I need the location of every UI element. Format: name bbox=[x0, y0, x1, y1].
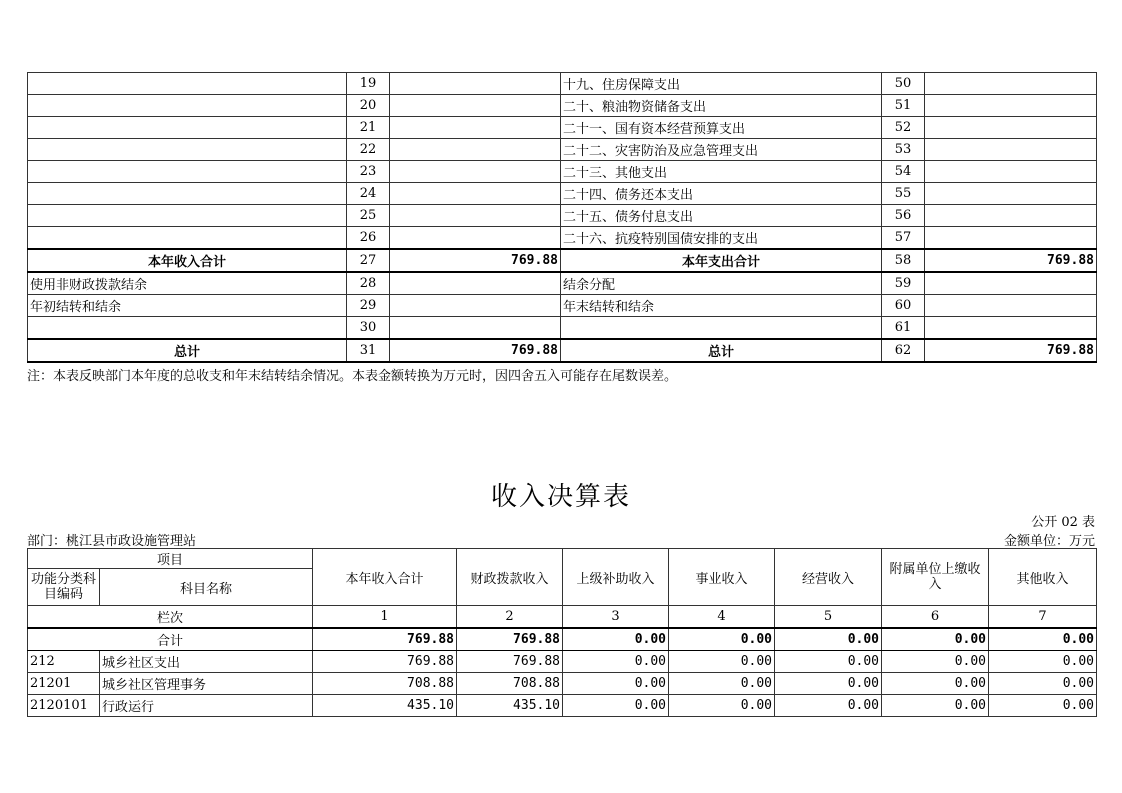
income-item bbox=[28, 183, 347, 205]
expense-line-no: 61 bbox=[882, 317, 925, 340]
expense-line-no: 59 bbox=[882, 272, 925, 295]
expense-line-no: 54 bbox=[882, 161, 925, 183]
income-item bbox=[28, 205, 347, 227]
expense-item: 十九、住房保障支出 bbox=[561, 73, 882, 95]
expense-line-no: 62 bbox=[882, 339, 925, 362]
income-amount bbox=[390, 183, 561, 205]
header-row-label: 栏次 bbox=[28, 606, 313, 629]
income-item bbox=[28, 161, 347, 183]
expense-line-no: 60 bbox=[882, 295, 925, 317]
column-number: 3 bbox=[563, 606, 669, 629]
cell-value: 0.00 bbox=[563, 673, 669, 695]
income-item bbox=[28, 117, 347, 139]
expense-item: 本年支出合计 bbox=[561, 249, 882, 272]
income-table bbox=[27, 548, 1097, 717]
column-number: 6 bbox=[882, 606, 989, 629]
subject-name: 城乡社区支出 bbox=[100, 651, 313, 673]
form-code: 公开 02 表 bbox=[1031, 515, 1095, 530]
expense-amount bbox=[925, 73, 1097, 95]
income-amount bbox=[390, 95, 561, 117]
cell-value: 0.00 bbox=[563, 695, 669, 717]
cell-value: 0.00 bbox=[775, 673, 882, 695]
income-line-no: 20 bbox=[347, 95, 390, 117]
column-number: 5 bbox=[775, 606, 882, 629]
column-number: 7 bbox=[989, 606, 1097, 629]
header-col-2: 财政拨款收入 bbox=[457, 549, 563, 606]
expense-item: 二十五、债务付息支出 bbox=[561, 205, 882, 227]
cell-value: 0.00 bbox=[882, 673, 989, 695]
income-amount bbox=[390, 161, 561, 183]
table-row bbox=[28, 205, 1097, 227]
cell-value: 0.00 bbox=[669, 673, 775, 695]
income-line-no: 22 bbox=[347, 139, 390, 161]
table-row bbox=[28, 227, 1097, 250]
cell-value: 0.00 bbox=[989, 651, 1097, 673]
cell-value: 708.88 bbox=[457, 673, 563, 695]
header-col-1: 本年收入合计 bbox=[313, 549, 457, 606]
expense-amount bbox=[925, 117, 1097, 139]
expense-line-no: 52 bbox=[882, 117, 925, 139]
income-line-no: 28 bbox=[347, 272, 390, 295]
income-line-no: 29 bbox=[347, 295, 390, 317]
income-amount bbox=[390, 73, 561, 95]
total-value: 769.88 bbox=[313, 628, 457, 651]
cell-value: 0.00 bbox=[989, 695, 1097, 717]
expense-amount bbox=[925, 272, 1097, 295]
header-subject-name: 科目名称 bbox=[100, 569, 313, 606]
header-col-5: 经营收入 bbox=[775, 549, 882, 606]
expense-item: 二十二、灾害防治及应急管理支出 bbox=[561, 139, 882, 161]
expense-amount bbox=[925, 183, 1097, 205]
department-label: 部门：桃江县市政设施管理站 bbox=[27, 534, 197, 549]
expense-item: 二十、粮油物资储备支出 bbox=[561, 95, 882, 117]
cell-value: 0.00 bbox=[563, 651, 669, 673]
total-value: 0.00 bbox=[989, 628, 1097, 651]
expense-amount bbox=[925, 227, 1097, 250]
cell-value: 435.10 bbox=[313, 695, 457, 717]
expense-item: 二十六、抗疫特别国债安排的支出 bbox=[561, 227, 882, 250]
income-amount bbox=[390, 139, 561, 161]
table-row bbox=[28, 249, 1097, 272]
table-row bbox=[28, 161, 1097, 183]
unit-label: 金额单位：万元 bbox=[1003, 534, 1095, 549]
total-value: 0.00 bbox=[882, 628, 989, 651]
income-line-no: 23 bbox=[347, 161, 390, 183]
expense-item: 结余分配 bbox=[561, 272, 882, 295]
subject-code: 2120101 bbox=[28, 695, 100, 717]
expense-line-no: 51 bbox=[882, 95, 925, 117]
total-row-label: 合计 bbox=[28, 628, 313, 651]
table-note: 注：本表反映部门本年度的总收支和年末结转结余情况。本表金额转换为万元时，因四舍五入可能存在尾数误差。 bbox=[27, 369, 678, 384]
income-item: 年初结转和结余 bbox=[28, 295, 347, 317]
cell-value: 708.88 bbox=[313, 673, 457, 695]
income-line-no: 30 bbox=[347, 317, 390, 340]
subject-name: 城乡社区管理事务 bbox=[100, 673, 313, 695]
cell-value: 0.00 bbox=[775, 651, 882, 673]
expense-amount: 769.88 bbox=[925, 339, 1097, 362]
header-col-7: 其他收入 bbox=[989, 549, 1097, 606]
table-row bbox=[28, 695, 1097, 717]
cell-value: 435.10 bbox=[457, 695, 563, 717]
total-value: 0.00 bbox=[669, 628, 775, 651]
column-number: 1 bbox=[313, 606, 457, 629]
page-title: 收入决算表 bbox=[490, 482, 631, 512]
income-amount bbox=[390, 317, 561, 340]
expense-amount bbox=[925, 295, 1097, 317]
header-func-code: 功能分类科目编码 bbox=[28, 569, 100, 606]
income-line-no: 25 bbox=[347, 205, 390, 227]
expense-amount bbox=[925, 317, 1097, 340]
table-row bbox=[28, 339, 1097, 362]
header-col-6: 附属单位上缴收入 bbox=[882, 549, 989, 606]
table-row bbox=[28, 139, 1097, 161]
income-line-no: 21 bbox=[347, 117, 390, 139]
income-item: 总计 bbox=[28, 339, 347, 362]
expense-line-no: 56 bbox=[882, 205, 925, 227]
column-number: 2 bbox=[457, 606, 563, 629]
income-line-no: 27 bbox=[347, 249, 390, 272]
income-item bbox=[28, 73, 347, 95]
cell-value: 0.00 bbox=[989, 673, 1097, 695]
income-amount: 769.88 bbox=[390, 249, 561, 272]
income-item bbox=[28, 317, 347, 340]
income-amount bbox=[390, 272, 561, 295]
expense-line-no: 53 bbox=[882, 139, 925, 161]
expense-amount bbox=[925, 161, 1097, 183]
subject-code: 21201 bbox=[28, 673, 100, 695]
cell-value: 0.00 bbox=[669, 651, 775, 673]
expense-item: 二十三、其他支出 bbox=[561, 161, 882, 183]
expense-item: 总计 bbox=[561, 339, 882, 362]
expense-item: 二十一、国有资本经营预算支出 bbox=[561, 117, 882, 139]
income-item bbox=[28, 139, 347, 161]
income-line-no: 19 bbox=[347, 73, 390, 95]
table-row bbox=[28, 183, 1097, 205]
total-value: 769.88 bbox=[457, 628, 563, 651]
cell-value: 0.00 bbox=[669, 695, 775, 717]
expense-amount bbox=[925, 95, 1097, 117]
table-row bbox=[28, 317, 1097, 340]
income-amount bbox=[390, 205, 561, 227]
income-amount bbox=[390, 227, 561, 250]
cell-value: 769.88 bbox=[457, 651, 563, 673]
expense-item: 年末结转和结余 bbox=[561, 295, 882, 317]
income-line-no: 31 bbox=[347, 339, 390, 362]
expense-item: 二十四、债务还本支出 bbox=[561, 183, 882, 205]
income-line-no: 26 bbox=[347, 227, 390, 250]
header-col-3: 上级补助收入 bbox=[563, 549, 669, 606]
expense-amount: 769.88 bbox=[925, 249, 1097, 272]
total-value: 0.00 bbox=[775, 628, 882, 651]
cell-value: 769.88 bbox=[313, 651, 457, 673]
expense-line-no: 58 bbox=[882, 249, 925, 272]
income-item bbox=[28, 227, 347, 250]
subject-code: 212 bbox=[28, 651, 100, 673]
expense-line-no: 55 bbox=[882, 183, 925, 205]
table-row bbox=[28, 95, 1097, 117]
income-line-no: 24 bbox=[347, 183, 390, 205]
expense-line-no: 50 bbox=[882, 73, 925, 95]
table-row bbox=[28, 673, 1097, 695]
expense-amount bbox=[925, 205, 1097, 227]
subject-name: 行政运行 bbox=[100, 695, 313, 717]
expense-line-no: 57 bbox=[882, 227, 925, 250]
table-row bbox=[28, 117, 1097, 139]
cell-value: 0.00 bbox=[882, 651, 989, 673]
cell-value: 0.00 bbox=[775, 695, 882, 717]
header-item: 项目 bbox=[28, 549, 313, 569]
income-amount bbox=[390, 295, 561, 317]
table-row bbox=[28, 272, 1097, 295]
income-item: 使用非财政拨款结余 bbox=[28, 272, 347, 295]
cell-value: 0.00 bbox=[882, 695, 989, 717]
summary-table bbox=[27, 72, 1097, 363]
header-col-4: 事业收入 bbox=[669, 549, 775, 606]
income-item: 本年收入合计 bbox=[28, 249, 347, 272]
expense-item bbox=[561, 317, 882, 340]
income-item bbox=[28, 95, 347, 117]
total-value: 0.00 bbox=[563, 628, 669, 651]
table-row bbox=[28, 651, 1097, 673]
table-row bbox=[28, 295, 1097, 317]
table-row bbox=[28, 73, 1097, 95]
income-amount bbox=[390, 117, 561, 139]
income-amount: 769.88 bbox=[390, 339, 561, 362]
expense-amount bbox=[925, 139, 1097, 161]
column-number: 4 bbox=[669, 606, 775, 629]
